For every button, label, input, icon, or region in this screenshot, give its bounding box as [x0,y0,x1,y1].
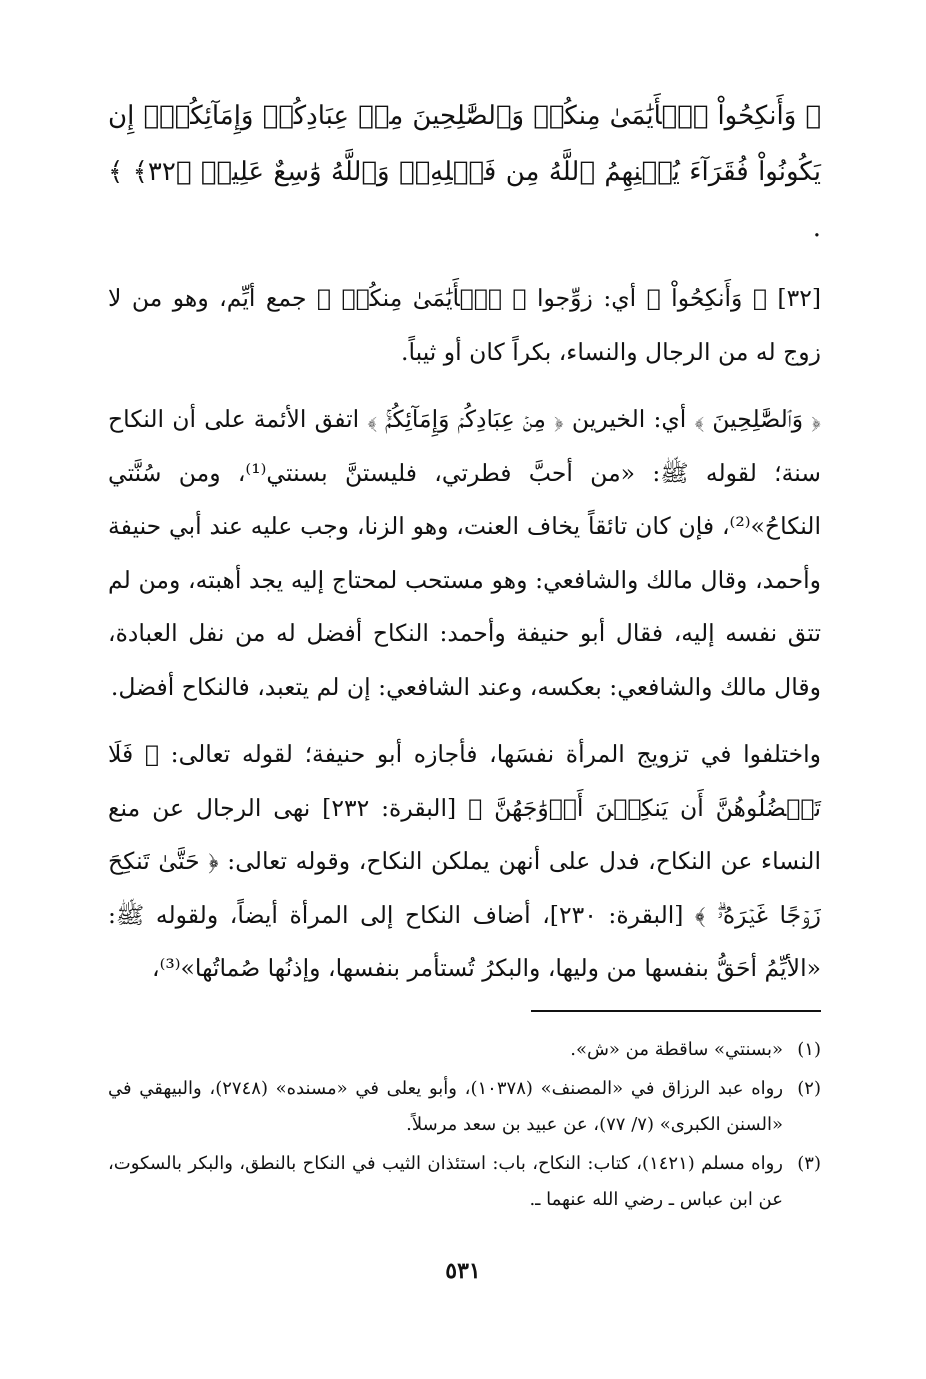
footnote-number: (٢) [797,1077,821,1099]
footnote-text: رواه مسلم (١٤٢١)، كتاب: النكاح، باب: استئذان الثيب في النكاح بالنطق، والبكر بالسكوت، عن ابن عباس ـ رضي الله عنهما ـ. [108,1152,783,1210]
footnote-number: (١) [797,1038,821,1060]
footnote-2 [108,1071,821,1143]
commentary-paragraph-2: ﴿ وَٱلصَّٰلِحِينَ ﴾ أي: الخيرين ﴿ مِنۡ عِبَادِكُمۡ وَإِمَآئِكُمۡۚ ﴾ اتفق الأئمة على أن النكاح سنة؛ لقوله ﷺ: «من أحبَّ فطرتي، فليستنَّ بسنتي⁽¹⁾، ومن سُنَّتي النكاحُ»⁽²⁾، فإن كان تائقاً يخاف العنت، وهو الزنا، وجب عليه عند أبي حنيفة وأحمد، وقال مالك والشافعي: وهو مستحب لمحتاج إليه يجد أهبته، ومن لم تتق نفسه إليه، فقال أبو حنيفة وأحمد: النكاح أفضل له من نفل العبادة، وقال مالك والشافعي: بعكسه، وعند الشافعي: إن لم يتعبد، فالنكاح أفضل. [108,405,821,701]
footnote-3 [108,1146,821,1218]
commentary-paragraph-1: [٣٢] ﴿ وَأَنكِحُواْ ﴾ أي: زوِّجوا ﴿ ٱلۡأَيَٰمَىٰ مِنكُمۡ ﴾ جمع أيِّم، وهو من لا زوج له من الرجال والنساء، بكراً كان أو ثيباً. [108,284,821,366]
footnote-text: «بسنتي» ساقطة من «ش». [570,1038,783,1060]
footnote-text: رواه عبد الرزاق في «المصنف» (١٠٣٧٨)، وأبو يعلى في «مسنده» (٢٧٤٨)، والبيهقي في «السنن الكبرى» (٧/ ٧٧)، عن عبيد بن سعد مرسلاً. [108,1077,784,1135]
footnotes [108,1032,821,1218]
footnote-separator-wrap [108,996,821,1032]
footnote-number: (٣) [797,1152,821,1174]
footnote-1 [108,1032,821,1068]
commentary-paragraph-3: واختلفوا في تزويج المرأة نفسَها، فأجازه أبو حنيفة؛ لقوله تعالى: ﴿ فَلَا تَعۡضُلُوهُنَّ أَن يَنكِحۡنَ أَزۡوَٰجَهُنَّ ﴾ [البقرة: ٢٣٢] نهى الرجال عن منع النساء عن النكاح، فدل على أنهن يملكن النكاح، وقوله تعالى: ﴿ حَتَّىٰ تَنكِحَ زَوۡجًا غَيۡرَهُۥۗ ﴾ [البقرة: ٢٣٠]، أضاف النكاح إلى المرأة أيضاً، ولقوله ﷺ: «الأيِّمُ أحَقُّ بنفسها من وليها، والبكرُ تُستأمر بنفسها، وإذنُها صُماتُها»⁽³⁾، [108,740,821,982]
quran-verse: ﴿ وَأَنكِحُواْ ٱلۡأَيَٰمَىٰ مِنكُمۡ وَٱلصَّٰلِحِينَ مِنۡ عِبَادِكُمۡ وَإِمَآئِكُمۡۚ إِن يَكُونُواْ فُقَرَآءَ يُغۡنِهِمُ ٱللَّهُ مِن فَضۡلِهِۦۗ وَٱللَّهُ وَٰسِعٌ عَلِيمٞ ﴿٣٢﴾ ﴾ . [108,101,822,243]
page-number: ٥٣١ [445,1258,481,1284]
footnote-separator [531,1010,821,1012]
